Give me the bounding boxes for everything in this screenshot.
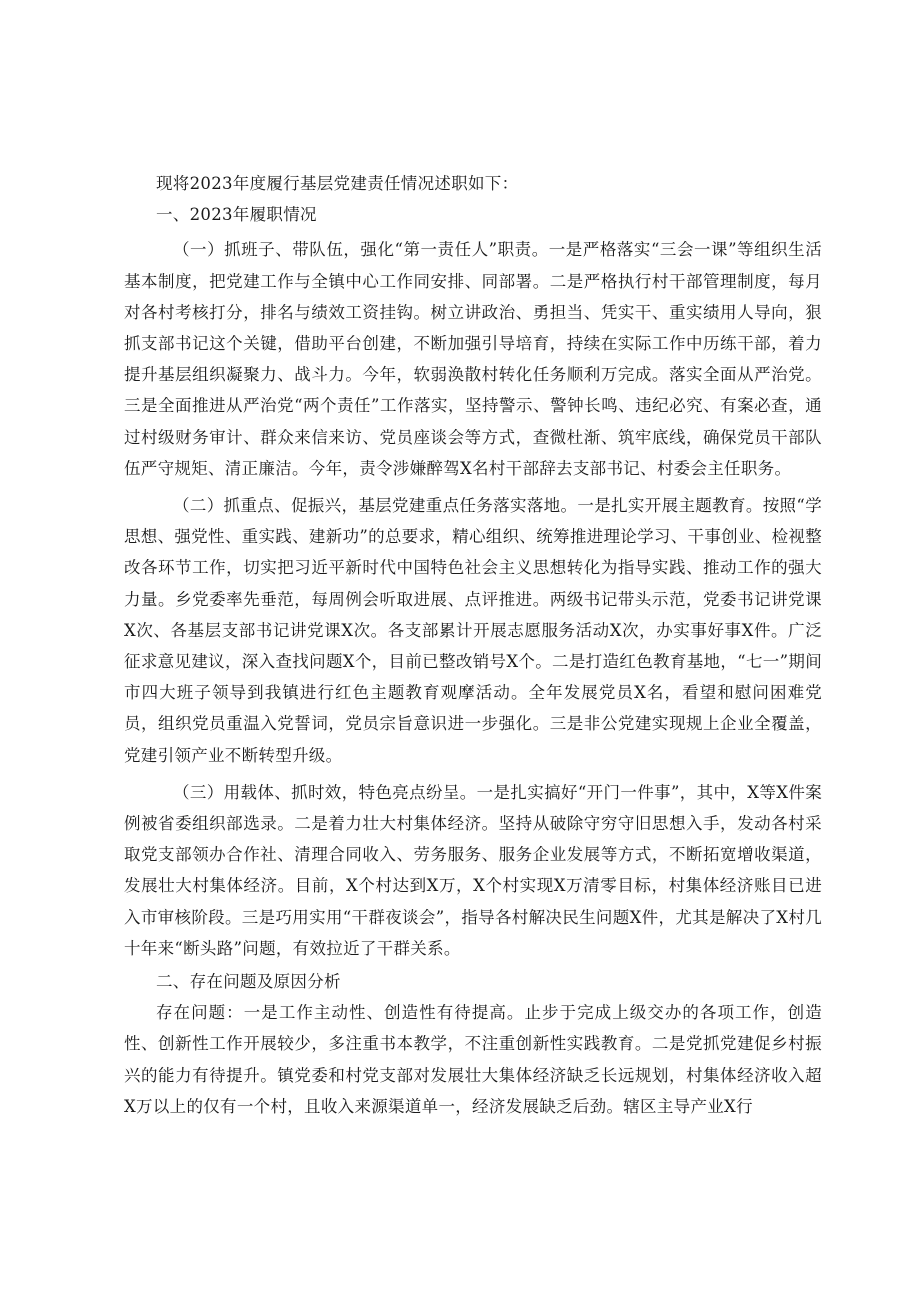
document-body: [124, 168, 822, 1122]
paragraph-4: 存在问题：一是工作主动性、创造性有待提高。止步于完成上级交办的各项工作，创造性、创新性工作开展较少，多注重书本教学，不注重创新性实践教育。二是党抓党建促乡村振兴的能力有待提升。镇党委和村党支部对发展壮大集体经济缺乏长远规划，村集体经济收入超X万以上的仅有一个村，且收入来源渠道单一，经济发展缺乏后劲。辖区主导产业X行: [124, 1003, 822, 1116]
paragraph-1: （一）抓班子、带队伍，强化“第一责任人”职责。一是严格落实“三会一课”等组织生活基本制度，把党建工作与全镇中心工作同安排、同部署。二是严格执行村干部管理制度，每月对各村考核打分，排名与绩效工资挂钩。树立讲政治、勇担当、凭实干、重实绩用人导向，狠抓支部书记这个关键，借助平台创建，不断加强引导培育，持续在实际工作中历练干部，着力提升基层组织凝聚力、战斗力。今年，软弱涣散村转化任务顺利万完成。落实全面从严治党。三是全面推进从严治党“两个责任”工作落实，坚持警示、警钟长鸣、违纪必究、有案必查，通过村级财务审计、群众来信来访、党员座谈会等方式，查微杜渐、筑牢底线，确保党员干部队伍严守规矩、清正廉洁。今年，责令涉嫌醉驾X名村干部辞去支部书记、村委会主任职务。: [124, 240, 822, 478]
paragraph-2: （二）抓重点、促振兴，基层党建重点任务落实落地。一是扎实开展主题教育。按照“学思想、强党性、重实践、建新功”的总要求，精心组织、统筹推进理论学习、干事创业、检视整改各环节工作，切实把习近平新时代中国特色社会主义思想转化为指导实践、推动工作的强大力量。乡党委率先垂范，每周例会听取进展、点评推进。两级书记带头示范，党委书记讲党课X次、各基层支部书记讲党课X次。各支部累计开展志愿服务活动X次，办实事好事X件。广泛征求意见建议，深入查找问题X个，目前已整改销号X个。二是打造红色教育基地，“七一”期间市四大班子领导到我镇进行红色主题教育观摩活动。全年发展党员X名，看望和慰问困难党员，组织党员重温入党誓词，党员宗旨意识进一步强化。三是非公党建实现规上企业全覆盖，党建引领产业不断转型升级。: [124, 496, 822, 765]
section2-heading: 二、存在问题及原因分析: [156, 972, 341, 992]
intro-line: 现将2023年度履行基层党建责任情况述职如下：: [156, 174, 519, 193]
section1-heading: 一、2023年履职情况: [156, 205, 317, 225]
paragraph-3: （三）用载体、抓时效，特色亮点纷呈。一是扎实搞好“开门一件事”，其中，X等X件案例被省委组织部选录。二是着力壮大村集体经济。坚持从破除守穷守旧思想入手，发动各村采取党支部领办合作社、清理合同收入、劳务服务、服务企业发展等方式，不断拓宽增收渠道，发展壮大村集体经济。目前，X个村达到X万，X个村实现X万清零目标，村集体经济账目已进入市审核阶段。三是巧用实用“干群夜谈会”，指导各村解决民生问题X件，尤其是解决了X村几十年来“断头路”问题，有效拉近了干群关系。: [124, 782, 822, 958]
